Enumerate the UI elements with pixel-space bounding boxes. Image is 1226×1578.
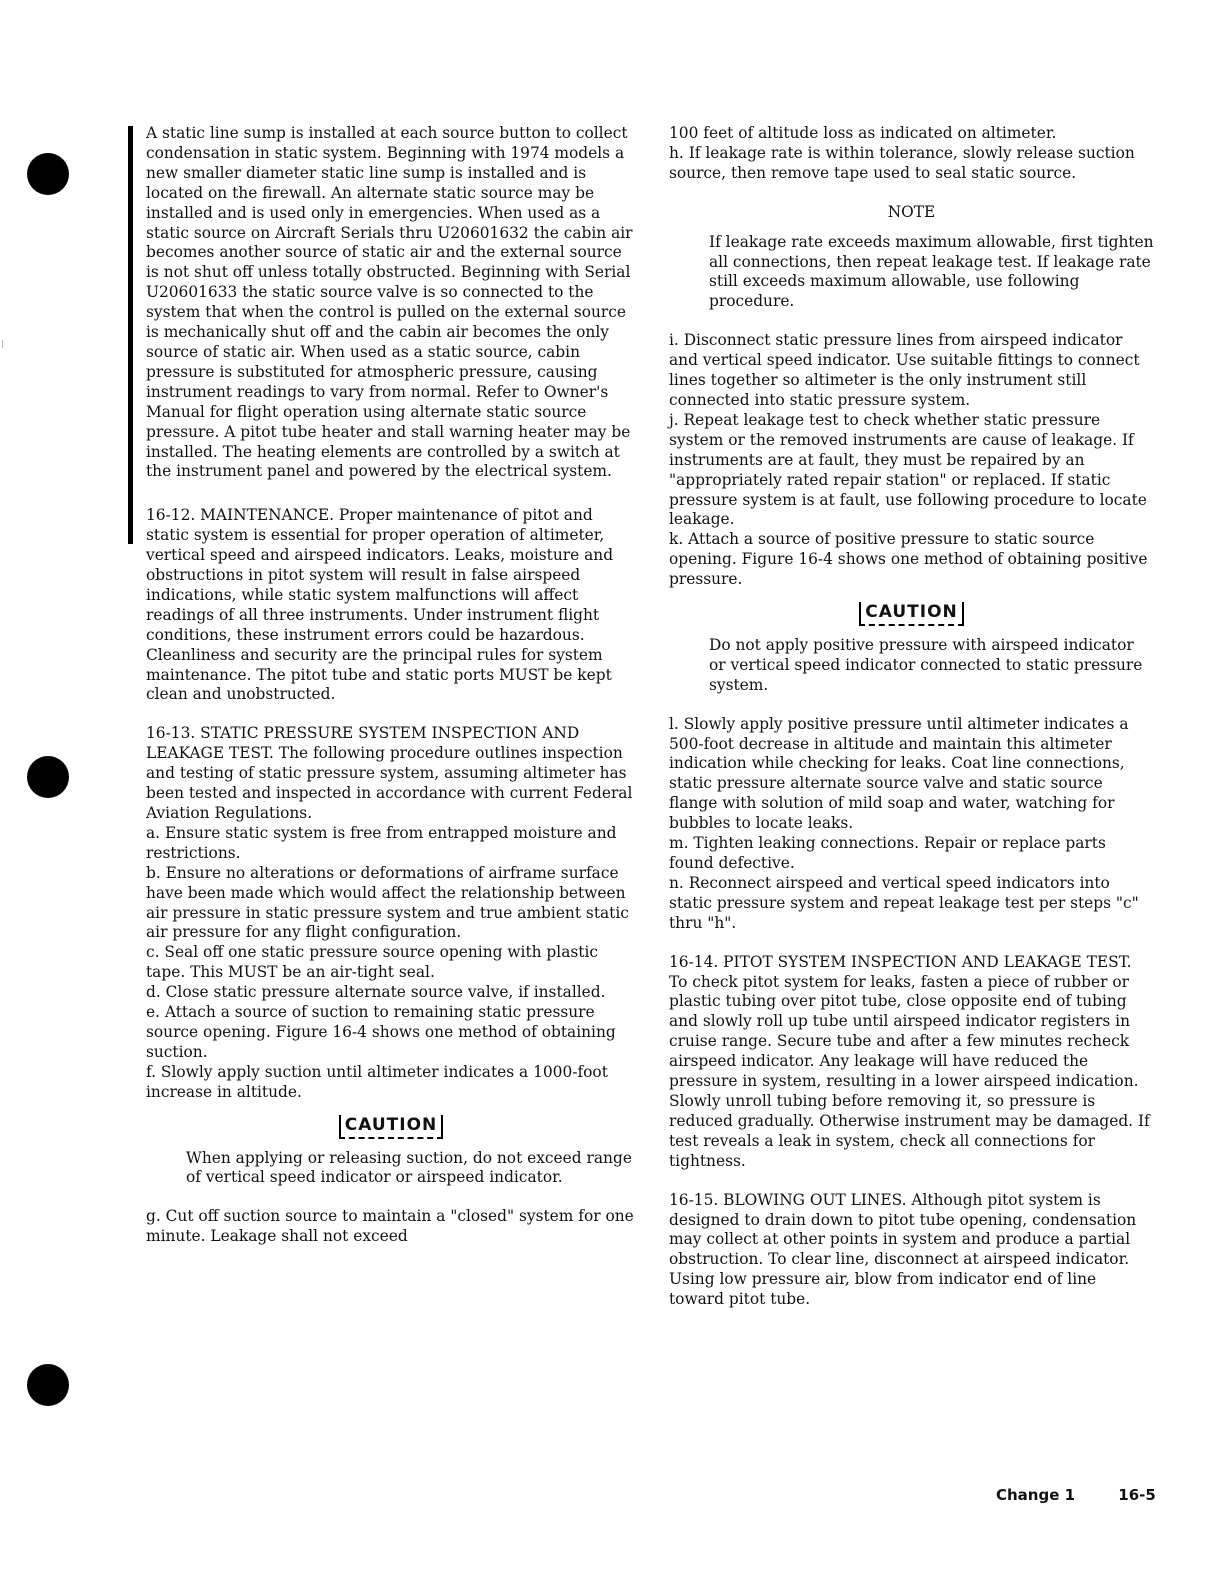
step-f: f. Slowly apply suction until altimeter indicates a 1000-foot increase in altitude. [146,1062,608,1101]
blowing-paragraph: 16-15. BLOWING OUT LINES. Although pitot system is designed to drain down to pitot tube opening, condensation may collect at other points in system and produce a partial obstruction. To clear line, disconnect at airspeed indicator. Using low pressure air, blow from indicator end of line toward pitot tube. [669,1190,1137,1309]
step-b: b. Ensure no alterations or deformations of airframe surface have been made which would affect the relationship between air pressure in static pressure system and true ambient static air pressure for any flight configuration. [146,863,629,942]
step-c: c. Seal off one static pressure source opening with plastic tape. This MUST be an air-tight seal. [146,943,599,982]
static-sump-paragraph: A static line sump is installed at each source button to collect condensation in static system. Beginning with 1974 models a new smaller diameter static line sump is installed and is located on the firewall. An alternate static source may be installed and is used only in emergencies. When used as a static source on Aircraft Serials thru U20601632 the cabin air becomes another source of static air and the external source is not shut off unless totally obstructed. Beginning with Serial U20601633 the static source valve is so connected to the system that when the control is pulled on the external source is mechanically shut off and the cabin air becomes the only source of static air. When used as a static source, cabin pressure is substituted for atmospheric pressure, causing instrument readings to vary from normal. Refer to Owner's Manual for flight operation using alternate static source pressure. A pitot tube heater and stall warning heater may be installed. The heating elements are controlled by a switch at the instrument panel and powered by the electrical system. [146,124,633,481]
caution-text: When applying or releasing suction, do not exceed range of vertical speed indicator or airspeed indicator. [186,1148,632,1187]
change-number: Change 1 [996,1486,1076,1504]
maintenance-paragraph: 16-12. MAINTENANCE. Proper maintenance of pitot and static system is essential for proper operation of altimeter, vertical speed and airspeed indicators. Leaks, moisture and obstructions in pitot system will result in false airspeed indications, while static system malfunctions will affect readings of all three instruments. Under instrument flight conditions, these instrument errors could be hazardous. Cleanliness and security are the principal rules for system maintenance. The pitot tube and static ports MUST be kept clean and unobstructed. [146,506,614,704]
step-h: h. If leakage rate is within tolerance, slowly release suction source, then remove tape used to seal static source. [669,143,1135,182]
caution-label: CAUTION [859,602,964,626]
binder-hole-middle [27,756,69,798]
change-bar [128,126,133,544]
step-g-continued: 100 feet of altitude loss as indicated on altimeter. [669,124,1057,142]
scan-mark [2,340,3,348]
step-j: j. Repeat leakage test to check whether static pressure system or the removed instruments are cause of leakage. If instruments are at fault, they must be repaired by an "appropriately rated repair station" or replaced. If static pressure system is at fault, use following procedure to locate leakage. [669,410,1147,529]
page-number: 16-5 [1118,1486,1156,1504]
step-n: n. Reconnect airspeed and vertical speed indicators into static pressure system and repeat leakage test per steps "c" thru "h". [669,873,1139,932]
step-m: m. Tighten leaking connections. Repair or replace parts found defective. [669,834,1106,872]
step-g: g. Cut off suction source to maintain a "closed" system for one minute. Leakage shall not exceed [146,1207,634,1246]
pitot-paragraph: 16-14. PITOT SYSTEM INSPECTION AND LEAKAGE TEST. To check pitot system for leaks, fasten a piece of rubber or plastic tubing over pitot tube, close opposite end of tubing and slowly roll up tube until airspeed indicator registers in cruise range. Secure tube and after a few minutes recheck airspeed indicator. Any leakage will have reduced the pressure in system, resulting in a lower airspeed indication. Slowly unroll tubing before removing it, so pressure is reduced gradually. Otherwise instrument may be damaged. If test reveals a leak in system, check all connections for tightness. [669,952,1150,1170]
step-e: e. Attach a source of suction to remaining static pressure source opening. Figure 16-4 shows one method of obtaining suction. [146,1003,616,1061]
right-column [669,124,1154,1310]
step-i: i. Disconnect static pressure lines from airspeed indicator and vertical speed indicator. Use suitable fittings to connect lines together so altimeter is the only instrument still connected into static pressure system. [669,331,1140,409]
static-inspection-paragraph: 16-13. STATIC PRESSURE SYSTEM INSPECTION AND LEAKAGE TEST. The following procedure outlines inspection and testing of static pressure system, assuming altimeter has been tested and inspected in accordance with current Federal Aviation Regulations. [146,724,633,822]
step-a: a. Ensure static system is free from entrapped moisture and restrictions. [146,823,617,862]
binder-hole-top [27,153,69,195]
caution-label: CAUTION [339,1115,444,1139]
binder-hole-bottom [27,1364,69,1406]
step-l: l. Slowly apply positive pressure until altimeter indicates a 500-foot decrease in altitude and maintain this altimeter indication while checking for leaks. Coat line connections, static pressure alternate source valve and static source flange with solution of mild soap and water, watching for bubbles to locate leaks. [669,714,1129,833]
caution-text: Do not apply positive pressure with airspeed indicator or vertical speed indicator connected to static pressure system. [709,635,1143,694]
left-column [146,124,636,1247]
step-k: k. Attach a source of positive pressure to static source opening. Figure 16-4 shows one method of obtaining positive pressure. [669,530,1148,589]
step-d: d. Close static pressure alternate source valve, if installed. [146,983,606,1002]
page-footer [996,1486,1156,1504]
note-label: NOTE [887,202,936,221]
note-text: If leakage rate exceeds maximum allowable, first tighten all connections, then repeat leakage test. If leakage rate still exceeds maximum allowable, use following procedure. [709,232,1154,311]
